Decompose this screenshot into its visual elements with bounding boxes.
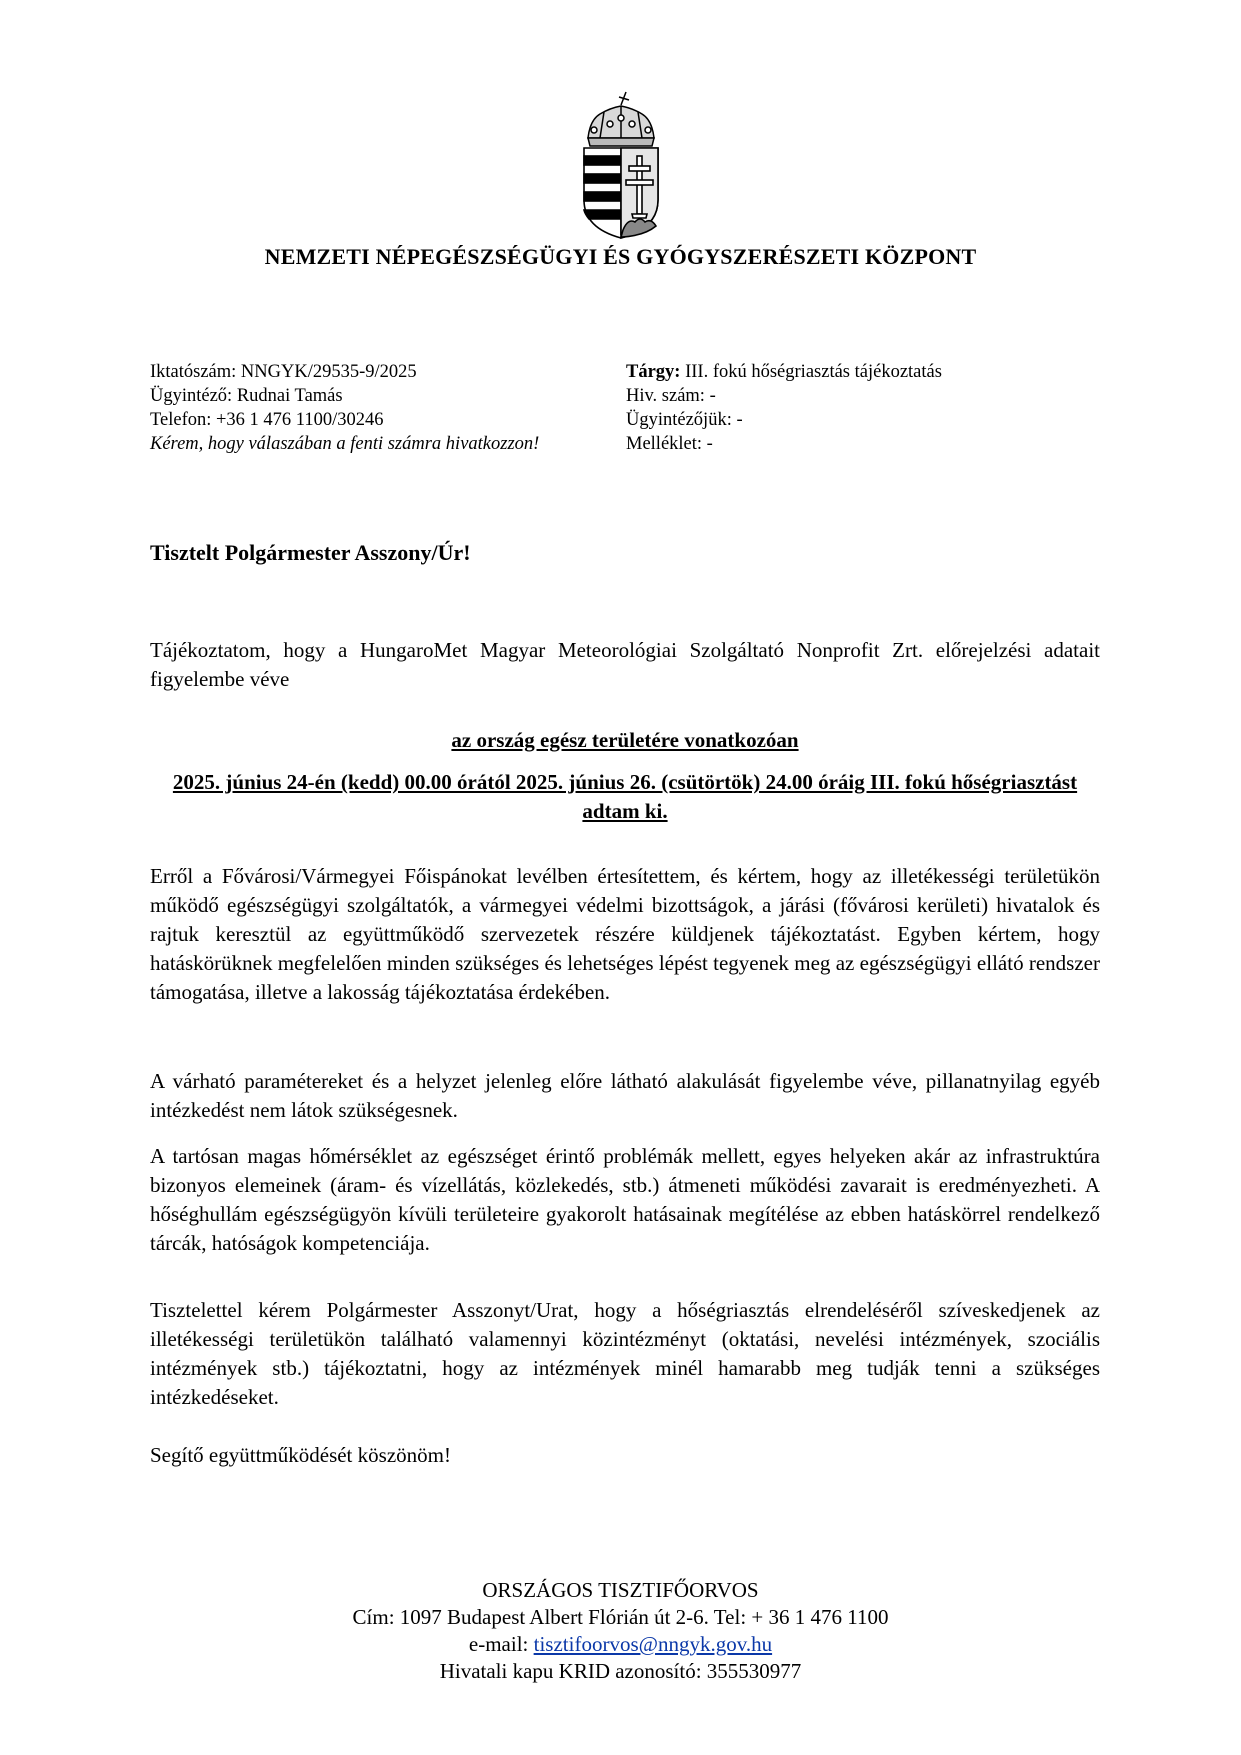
subject-block [626,360,942,456]
official-number: Hiv. szám: - [626,386,716,406]
reference-block [150,360,539,456]
email-label: e-mail: [468,1632,534,1656]
organization-name: NEMZETI NÉPEGÉSZSÉGÜGYI ÉS GYÓGYSZERÉSZETI KÖZPONT [264,244,977,269]
footer-address: Cím: 1097 Budapest Albert Flórián út 2-6. Tel: + 36 1 476 1100 [352,1605,889,1629]
coat-of-arms-emblem [580,90,662,240]
phone-number: Telefon: +36 1 476 1100/30246 [150,410,384,430]
salutation: Tisztelt Polgármester Asszony/Úr! [150,540,471,565]
subject-label: Tárgy: [626,362,681,382]
their-case-officer: Ügyintézőjük: - [626,410,743,430]
email-link[interactable]: tisztifoorvos@nngyk.gov.hu [533,1632,773,1656]
subject-line [626,360,942,384]
footer-email-line [0,1631,1241,1658]
attachment: Melléklet: - [626,434,713,454]
request-paragraph: Tisztelettel kérem Polgármester Asszonyt/Urat, hogy a hőségriasztás elrendeléséről szíveskedjenek az illetékességi területükön található valamennyi közintézményt (oktatási, nevelési intézmények, szociális intézmények stb.) tájékoztatni, hogy az intézmények minél hamarabb meg tudják tenni a szükséges intézkedéseket. [150,1298,1100,1409]
reference-note: Kérem, hogy válaszában a fenti számra hivatkozzon! [150,434,540,454]
closing-line: Segítő együttműködését köszönöm! [150,1443,451,1467]
alert-statement: 2025. június 24-én (kedd) 00.00 órától 2025. június 26. (csütörtök) 24.00 óráig III. fokú hőségriasztást adtam ki. [172,770,1078,823]
scope-statement: az ország egész területére vonatkozóan [451,728,799,752]
footer [0,1577,1241,1685]
footer-krid: Hivatali kapu KRID azonosító: 355530977 [439,1659,802,1683]
infrastructure-paragraph: A tartósan magas hőmérséklet az egészséget érintő problémák mellett, egyes helyeken akár az infrastruktúra bizonyos elemeinek (áram- és vízellátás, közlekedés, stb.) átmeneti működési zavarait is eredményezheti. A hőséghullám egészségügyön kívüli területeire gyakorolt hatásainak megítélése az ebben hatáskörrel rendelkező tárcák, hatóságok kompetenciája. [150,1144,1100,1255]
notification-paragraph: Erről a Fővárosi/Vármegyei Főispánokat levélben értesítettem, és kértem, hogy az illetékességi területükön működő egészségügyi szolgáltatók, a vármegyei védelmi bizottságok, a járási (fővárosi kerületi) hivatalok és rajtuk keresztül az együttműködő szervezetek részére küldjenek tájékoztatást. Egyben kértem, hogy hatáskörüknek megfelelően minden szükséges és lehetséges lépést tegyenek meg az egészségügyi ellátó rendszer támogatása, illetve a lakosság tájékoztatása érdekében. [150,864,1100,1004]
filing-number: Iktatószám: NNGYK/29535-9/2025 [150,362,417,382]
intro-paragraph: Tájékoztatom, hogy a HungaroMet Magyar Meteorológiai Szolgáltató Nonprofit Zrt. előrejelzési adatait figyelembe véve [150,638,1100,691]
footer-title: ORSZÁGOS TISZTIFŐORVOS [482,1578,759,1602]
case-officer: Ügyintéző: Rudnai Tamás [150,386,343,406]
subject-value: III. fokú hőségriasztás tájékoztatás [680,362,942,382]
parameters-paragraph: A várható paramétereket és a helyzet jelenleg előre látható alakulását figyelembe véve, pillanatnyilag egyéb intézkedést nem látok szükségesnek. [150,1069,1100,1122]
